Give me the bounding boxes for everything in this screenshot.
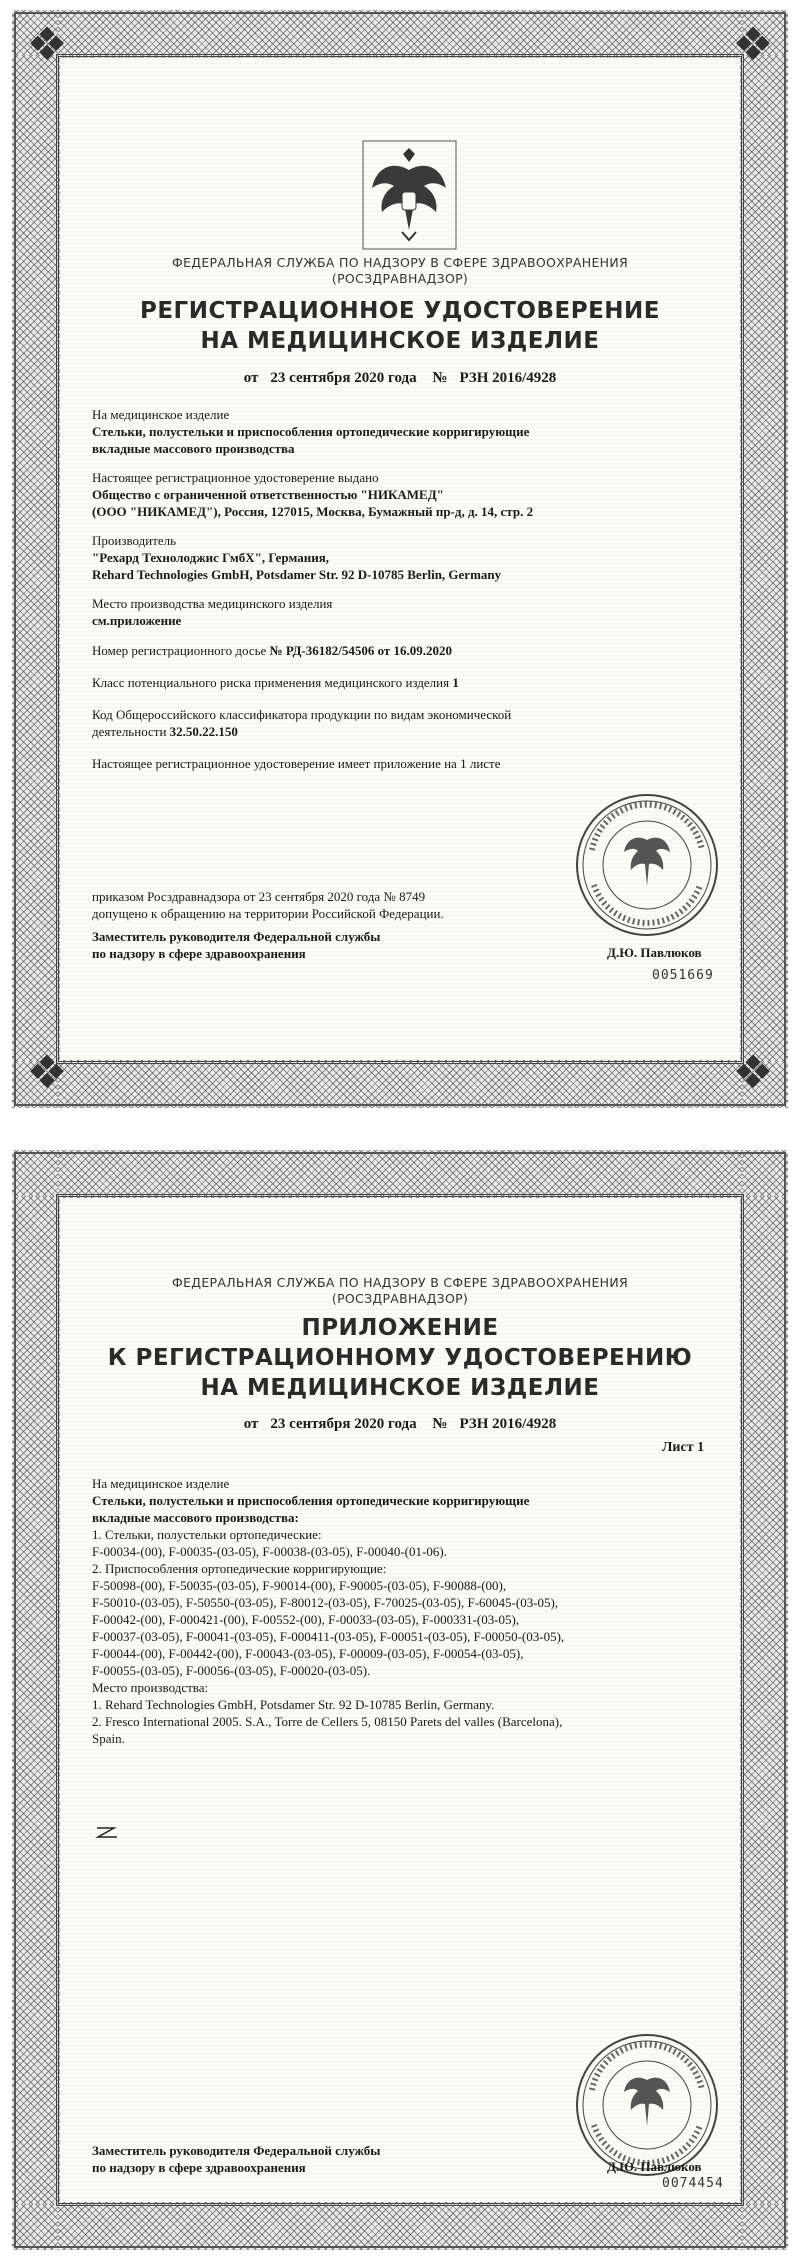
dossier-value: № РД-36182/54506 от 16.09.2020 xyxy=(269,643,453,658)
production-place-line: 2. Fresco International 2005. S.A., Torre de Cellers 5, 08150 Parets del valles (Barcelona), xyxy=(92,1714,563,1729)
registration-date: 23 сентября 2020 года xyxy=(270,1416,417,1432)
model-line: F-00034-(00), F-00035-(03-05), F-00038-(03-05), F-00040-(01-06). xyxy=(92,1544,447,1559)
document-title-line2: НА МЕДИЦИНСКОЕ ИЗДЕЛИЕ xyxy=(200,328,600,354)
number-sign: № xyxy=(432,370,448,386)
appendix-page xyxy=(12,1150,788,2250)
appendix-title-line3: НА МЕДИЦИНСКОЕ ИЗДЕЛИЕ xyxy=(200,1375,600,1401)
risk-class-section xyxy=(92,674,708,691)
registration-date: 23 сентября 2020 года xyxy=(270,370,417,386)
sheet-number: Лист 1 xyxy=(662,1440,705,1455)
device-name-line2: вкладные массового производства: xyxy=(92,1510,299,1525)
registration-number: РЗН 2016/4928 xyxy=(459,370,557,386)
dossier-label: Номер регистрационного досье xyxy=(92,643,267,658)
signer-name: Д.Ю. Павлюков xyxy=(607,945,702,960)
device-label: На медицинское изделие xyxy=(92,1476,230,1491)
production-place-section xyxy=(92,595,708,629)
agency-abbreviation: (РОСЗДРАВНАДЗОР) xyxy=(331,271,469,286)
official-seal-icon xyxy=(572,2030,722,2180)
okpd-code: 32.50.22.150 xyxy=(169,724,238,739)
eagle-emblem-icon xyxy=(362,140,457,250)
order-section xyxy=(92,888,708,922)
date-prefix: от xyxy=(243,370,259,386)
signer-title-line1: Заместитель руководителя Федеральной службы xyxy=(92,2143,381,2158)
signer-title-line1: Заместитель руководителя Федеральной службы xyxy=(92,929,381,944)
agency-name: ФЕДЕРАЛЬНАЯ СЛУЖБА ПО НАДЗОРУ В СФЕРЕ ЗДРАВООХРАНЕНИЯ xyxy=(172,255,628,270)
device-name-line1: Стельки, полустельки и приспособления ортопедические корригирующие xyxy=(92,1493,530,1508)
production-place-label: Место производства медицинского изделия xyxy=(92,596,333,611)
signer-title-line2: по надзору в сфере здравоохранения xyxy=(92,2160,306,2175)
production-place-line: 1. Rehard Technologies GmbH, Potsdamer Str. 92 D-10785 Berlin, Germany. xyxy=(92,1697,495,1712)
device-label: На медицинское изделие xyxy=(92,407,230,422)
okpd-label-line2: деятельности xyxy=(92,724,167,739)
document-title-line1: РЕГИСТРАЦИОННОЕ УДОСТОВЕРЕНИЕ xyxy=(139,298,661,324)
order-line2: допущено к обращению на территории Российской Федерации. xyxy=(92,906,444,921)
okpd-label-line1: Код Общероссийского классификатора продукции по видам экономической xyxy=(92,707,512,722)
corner-ornament-icon: ❖ xyxy=(732,19,774,70)
production-place-value: см.приложение xyxy=(92,613,182,628)
registration-date-line xyxy=(72,370,728,387)
corner-ornament-icon: ❖ xyxy=(26,19,68,70)
agency-abbreviation: (РОСЗДРАВНАДЗОР) xyxy=(331,1291,469,1306)
appendix-note: Настоящее регистрационное удостоверение имеет приложение на 1 листе xyxy=(92,756,501,771)
signer-title xyxy=(92,928,380,962)
production-place-line: Место производства: xyxy=(92,1680,209,1695)
issued-to-line1: Общество с ограниченной ответственностью "НИКАМЕД" xyxy=(92,487,444,502)
dossier-section xyxy=(92,642,708,659)
model-line: 2. Приспособления ортопедические корригирующие: xyxy=(92,1561,387,1576)
device-name-line2: вкладные массового производства xyxy=(92,441,295,456)
issued-to-line2: (ООО "НИКАМЕД"), Россия, 127015, Москва, Бумажный пр-д, д. 14, стр. 2 xyxy=(92,504,534,519)
appendix-body xyxy=(92,1475,708,1747)
model-line: F-00037-(03-05), F-00041-(03-05), F-000411-(03-05), F-00051-(03-05), F-00050-(03-05), xyxy=(92,1629,565,1644)
issued-section xyxy=(92,469,708,520)
appendix-content xyxy=(72,1210,728,2190)
date-prefix: от xyxy=(243,1416,259,1432)
production-place-line: Spain. xyxy=(92,1731,125,1746)
device-name-line1: Стельки, полустельки и приспособления ортопедические корригирующие xyxy=(92,424,530,439)
certificate-content xyxy=(72,70,728,1048)
agency-name: ФЕДЕРАЛЬНАЯ СЛУЖБА ПО НАДЗОРУ В СФЕРЕ ЗДРАВООХРАНЕНИЯ xyxy=(172,1275,628,1290)
serial-number: 0074454 xyxy=(662,2176,724,2191)
corner-ornament-icon: ❖ xyxy=(26,1047,68,1098)
okpd-section xyxy=(92,706,708,740)
signer-name: Д.Ю. Павлюков xyxy=(607,2159,702,2174)
appendix-title-line1: ПРИЛОЖЕНИЕ xyxy=(301,1315,499,1341)
registration-date-line xyxy=(72,1416,728,1433)
model-line: F-00042-(00), F-000421-(00), F-00552-(00), F-00033-(03-05), F-000331-(03-05), xyxy=(92,1612,520,1627)
registration-number: РЗН 2016/4928 xyxy=(459,1416,557,1432)
model-line: 1. Стельки, полустельки ортопедические: xyxy=(92,1527,322,1542)
signer-title xyxy=(92,2142,380,2176)
model-line: F-50098-(00), F-50035-(03-05), F-90014-(00), F-90005-(03-05), F-90088-(00), xyxy=(92,1578,507,1593)
manufacturer-section xyxy=(92,532,708,583)
device-section xyxy=(92,406,708,457)
manufacturer-line2: Rehard Technologies GmbH, Potsdamer Str. 92 D-10785 Berlin, Germany xyxy=(92,567,502,582)
end-mark-icon xyxy=(94,1825,120,1841)
model-line: F-00055-(03-05), F-00056-(03-05), F-00020-(03-05). xyxy=(92,1663,371,1678)
manufacturer-label: Производитель xyxy=(92,533,177,548)
risk-class-value: 1 xyxy=(452,675,459,690)
appendix-title-line2: К РЕГИСТРАЦИОННОМУ УДОСТОВЕРЕНИЮ xyxy=(107,1345,693,1371)
corner-ornament-icon: ❖ xyxy=(732,1047,774,1098)
serial-number: 0051669 xyxy=(652,968,714,983)
certificate-page xyxy=(12,10,788,1108)
order-line1: приказом Росздравнадзора от 23 сентября 2020 года № 8749 xyxy=(92,889,426,904)
manufacturer-line1: "Рехард Технолоджис ГмбХ", Германия, xyxy=(92,550,329,565)
issued-label: Настоящее регистрационное удостоверение выдано xyxy=(92,470,379,485)
risk-class-label: Класс потенциального риска применения медицинского изделия xyxy=(92,675,450,690)
number-sign: № xyxy=(432,1416,448,1432)
model-line: F-00044-(00), F-00442-(00), F-00043-(03-05), F-00009-(03-05), F-00054-(03-05), xyxy=(92,1646,524,1661)
model-line: F-50010-(03-05), F-50550-(03-05), F-80012-(03-05), F-70025-(03-05), F-60045-(03-05), xyxy=(92,1595,559,1610)
signer-title-line2: по надзору в сфере здравоохранения xyxy=(92,946,306,961)
